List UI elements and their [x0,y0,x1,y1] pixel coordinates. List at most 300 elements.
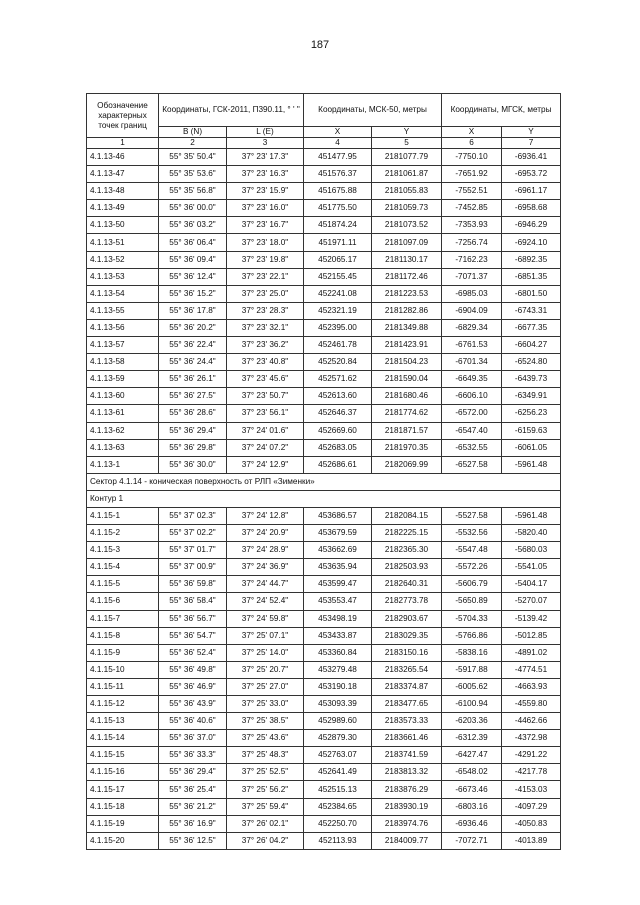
coordinate-cell: 37° 24' 28.9" [227,542,304,559]
table-row [87,166,561,183]
coordinate-cell: -6924.10 [502,234,561,251]
coordinate-cell: 453190.18 [304,678,372,695]
coordinate-cell: 2183974.76 [372,815,442,832]
coordinate-cell: 2181059.73 [372,200,442,217]
coordinate-cell: 452879.30 [304,730,372,747]
coordinate-cell: -6673.46 [442,781,502,798]
coordinate-cell: 37° 23' 32.1" [227,319,304,336]
coordinate-cell: 55° 37' 00.9" [159,559,227,576]
coordinate-cell: 37° 25' 07.1" [227,627,304,644]
coordinate-cell: 2181774.62 [372,405,442,422]
subheader-x-msk: X [304,127,372,138]
table-row [87,337,561,354]
coordinate-cell: -6527.58 [442,456,502,473]
coordinate-cell: -6439.73 [502,371,561,388]
coordinate-cell: -4217.78 [502,764,561,781]
point-id-cell: 4.1.15-14 [87,730,159,747]
coordinate-cell: 55° 36' 09.4" [159,251,227,268]
coordinate-cell: 2183265.54 [372,661,442,678]
column-number: 5 [372,138,442,149]
coordinate-cell: -4372.98 [502,730,561,747]
point-id-cell: 4.1.13-47 [87,166,159,183]
coordinate-cell: 2182225.15 [372,525,442,542]
coordinate-cell: 2181130.17 [372,251,442,268]
table-row [87,217,561,234]
coordinate-cell: -5650.89 [442,593,502,610]
coordinate-cell: 37° 26' 04.2" [227,832,304,849]
coordinate-cell: 37° 23' 15.9" [227,183,304,200]
coordinate-cell: 55° 36' 26.1" [159,371,227,388]
coordinate-cell: -6604.27 [502,337,561,354]
point-id-cell: 4.1.15-13 [87,713,159,730]
table-row [87,268,561,285]
coordinate-cell: -5547.48 [442,542,502,559]
coordinate-cell: 37° 25' 38.5" [227,713,304,730]
coordinate-cell: -6701.34 [442,354,502,371]
coordinate-cell: -6829.34 [442,319,502,336]
point-id-cell: 4.1.15-8 [87,627,159,644]
coordinate-cell: -6801.50 [502,285,561,302]
coordinate-cell: -6572.00 [442,405,502,422]
coordinate-cell: 37° 23' 28.3" [227,302,304,319]
coordinate-cell: 451874.24 [304,217,372,234]
coordinate-cell: 453093.39 [304,696,372,713]
coordinate-cell: 2181504.23 [372,354,442,371]
coordinate-cell: 2183930.19 [372,798,442,815]
point-id-cell: 4.1.15-1 [87,507,159,524]
coordinate-cell: 2181423.91 [372,337,442,354]
coordinate-cell: 2181073.52 [372,217,442,234]
column-number: 4 [304,138,372,149]
coordinate-cell: 37° 23' 36.2" [227,337,304,354]
point-id-cell: 4.1.13-63 [87,439,159,456]
coordinate-cell: 55° 36' 03.2" [159,217,227,234]
coordinate-cell: -5606.79 [442,576,502,593]
coordinate-cell: -6649.35 [442,371,502,388]
coordinate-cell: 55° 36' 56.7" [159,610,227,627]
coordinate-cell: -6761.53 [442,337,502,354]
table-row [87,610,561,627]
coordinate-cell: 55° 36' 52.4" [159,644,227,661]
point-id-cell: 4.1.15-17 [87,781,159,798]
coordinate-cell: 55° 36' 16.9" [159,815,227,832]
coordinate-cell: 452241.08 [304,285,372,302]
table-row [87,251,561,268]
coordinate-cell: 452763.07 [304,747,372,764]
coordinate-cell: -5917.88 [442,661,502,678]
coordinate-cell: 453553.47 [304,593,372,610]
coordinate-cell: -6005.62 [442,678,502,695]
point-id-cell: 4.1.15-2 [87,525,159,542]
coordinate-cell: 2183573.33 [372,713,442,730]
table-row [87,456,561,473]
coordinate-cell: 452571.62 [304,371,372,388]
coordinate-cell: 37° 24' 36.9" [227,559,304,576]
coordinate-cell: -6548.02 [442,764,502,781]
coordinate-cell: 453686.57 [304,507,372,524]
coordinate-cell: 55° 36' 30.0" [159,456,227,473]
table-row [87,422,561,439]
coordinate-cell: 2182084.15 [372,507,442,524]
coordinate-cell: 37° 23' 16.0" [227,200,304,217]
coordinate-cell: 452683.05 [304,439,372,456]
coordinate-cell: 55° 36' 29.8" [159,439,227,456]
coordinate-cell: -5541.05 [502,559,561,576]
coordinate-cell: 55° 35' 53.6" [159,166,227,183]
coordinate-cell: 2181172.46 [372,268,442,285]
point-id-cell: 4.1.15-19 [87,815,159,832]
page-number: 187 [310,39,330,51]
coordinate-cell: 55° 36' 00.0" [159,200,227,217]
coordinate-cell: -7071.37 [442,268,502,285]
coordinate-cell: 37° 24' 44.7" [227,576,304,593]
coordinate-cell: -4050.83 [502,815,561,832]
coordinate-cell: -6961.17 [502,183,561,200]
table-row [87,507,561,524]
table-row [87,542,561,559]
coordinate-cell: -6349.91 [502,388,561,405]
table-body-sector-13 [87,149,561,474]
coordinate-cell: 452384.65 [304,798,372,815]
coordinate-cell: 2181055.83 [372,183,442,200]
coordinate-cell: 2183150.16 [372,644,442,661]
subheader-y-mgsk: Y [502,127,561,138]
column-number: 2 [159,138,227,149]
point-id-cell: 4.1.15-20 [87,832,159,849]
coordinate-cell: -4462.66 [502,713,561,730]
table-row [87,764,561,781]
coordinate-cell: 2182069.99 [372,456,442,473]
coordinate-cell: 37° 25' 43.6" [227,730,304,747]
coordinate-cell: 452065.17 [304,251,372,268]
table-row [87,593,561,610]
coordinate-cell: 2181590.04 [372,371,442,388]
coordinate-cell: 452646.37 [304,405,372,422]
coordinate-cell: 451477.95 [304,149,372,166]
coordinate-cell: 37° 24' 12.9" [227,456,304,473]
coordinate-cell: -5961.48 [502,507,561,524]
coordinate-cell: -4013.89 [502,832,561,849]
table-body-sector-15 [87,507,561,849]
coordinate-cell: 2184009.77 [372,832,442,849]
coordinate-cell: 2183029.35 [372,627,442,644]
table-row [87,832,561,849]
point-id-cell: 4.1.13-52 [87,251,159,268]
point-id-cell: 4.1.13-57 [87,337,159,354]
coordinate-cell: 55° 36' 28.6" [159,405,227,422]
coordinate-cell: -7452.85 [442,200,502,217]
table-row [87,644,561,661]
coordinate-cell: 2182365.30 [372,542,442,559]
coordinate-cell: 37° 24' 01.6" [227,422,304,439]
point-id-cell: 4.1.13-1 [87,456,159,473]
coordinate-cell: 453498.19 [304,610,372,627]
table-row [87,798,561,815]
coordinate-cell: 55° 36' 33.3" [159,747,227,764]
coordinate-cell: 55° 36' 20.2" [159,319,227,336]
table-row [87,815,561,832]
coordinate-cell: 55° 36' 46.9" [159,678,227,695]
coordinate-cell: -6061.05 [502,439,561,456]
coordinate-cell: 2183477.65 [372,696,442,713]
point-id-cell: 4.1.13-55 [87,302,159,319]
coordinate-cell: 55° 36' 40.6" [159,713,227,730]
coordinate-cell: 37° 25' 52.5" [227,764,304,781]
column-number: 7 [502,138,561,149]
coordinate-cell: 2182903.67 [372,610,442,627]
coordinate-cell: -4291.22 [502,747,561,764]
coordinate-cell: 55° 35' 56.8" [159,183,227,200]
coordinate-cell: -6547.40 [442,422,502,439]
point-id-cell: 4.1.15-15 [87,747,159,764]
coordinate-cell: -6892.35 [502,251,561,268]
coordinate-cell: 2181097.09 [372,234,442,251]
table-row [87,439,561,456]
coordinate-cell: 453599.47 [304,576,372,593]
coordinate-cell: 2181223.53 [372,285,442,302]
coordinate-cell: 451675.88 [304,183,372,200]
point-id-cell: 4.1.13-54 [87,285,159,302]
coordinate-cell: -5838.16 [442,644,502,661]
coordinate-cell: 37° 23' 45.6" [227,371,304,388]
coordinate-cell: -5270.07 [502,593,561,610]
coordinate-cell: 55° 37' 02.2" [159,525,227,542]
table-row [87,183,561,200]
coordinate-cell: 37° 25' 27.0" [227,678,304,695]
subheader-l: L (E) [227,127,304,138]
coordinate-cell: 2181680.46 [372,388,442,405]
point-id-cell: 4.1.13-48 [87,183,159,200]
point-id-cell: 4.1.15-4 [87,559,159,576]
coordinate-cell: 452613.60 [304,388,372,405]
point-id-cell: 4.1.13-51 [87,234,159,251]
coordinate-cell: -6427.47 [442,747,502,764]
coordinate-cell: -7256.74 [442,234,502,251]
coordinate-cell: 2182773.78 [372,593,442,610]
coordinate-cell: 55° 36' 25.4" [159,781,227,798]
coordinate-cell: -5404.17 [502,576,561,593]
coordinate-cell: -6677.35 [502,319,561,336]
coordinate-cell: -5766.86 [442,627,502,644]
coordinate-cell: -6803.16 [442,798,502,815]
table-row [87,405,561,422]
coordinate-cell: 55° 36' 15.2" [159,285,227,302]
coordinate-cell: 37° 23' 19.8" [227,251,304,268]
coordinate-cell: 453679.59 [304,525,372,542]
coordinate-cell: 2182503.93 [372,559,442,576]
table-row [87,696,561,713]
point-id-cell: 4.1.15-12 [87,696,159,713]
point-id-cell: 4.1.15-6 [87,593,159,610]
coordinate-cell: 451775.50 [304,200,372,217]
coordinate-cell: 37° 23' 16.3" [227,166,304,183]
point-id-cell: 4.1.15-16 [87,764,159,781]
coordinate-cell: 451576.37 [304,166,372,183]
coordinate-cell: 2183876.29 [372,781,442,798]
table-row [87,559,561,576]
coordinate-cell: 37° 23' 50.7" [227,388,304,405]
table-row [87,234,561,251]
coordinate-cell: -5532.56 [442,525,502,542]
coordinate-cell: -4153.03 [502,781,561,798]
coordinate-cell: 37° 23' 17.3" [227,149,304,166]
coordinate-cell: 452989.60 [304,713,372,730]
section-label: Сектор 4.1.14 - коническая поверхность от РЛП «Зименки» [87,473,561,490]
point-id-cell: 4.1.13-59 [87,371,159,388]
coordinate-cell: 37° 24' 07.2" [227,439,304,456]
point-id-cell: 4.1.15-18 [87,798,159,815]
coordinate-cell: 55° 35' 50.4" [159,149,227,166]
point-id-cell: 4.1.15-7 [87,610,159,627]
column-number: 3 [227,138,304,149]
coordinate-cell: 452461.78 [304,337,372,354]
coordinate-cell: 55° 36' 49.8" [159,661,227,678]
coordinate-cell: 452641.49 [304,764,372,781]
table-row [87,525,561,542]
table-row [87,354,561,371]
coordinate-cell: -6958.68 [502,200,561,217]
coordinate-cell: -6953.72 [502,166,561,183]
coordinate-cell: 37° 26' 02.1" [227,815,304,832]
subheader-y-msk: Y [372,127,442,138]
point-id-cell: 4.1.13-56 [87,319,159,336]
column-number: 1 [87,138,159,149]
coordinate-cell: 453662.69 [304,542,372,559]
coordinate-cell: 2181061.87 [372,166,442,183]
table-row [87,781,561,798]
coordinate-cell: 37° 25' 20.7" [227,661,304,678]
point-id-cell: 4.1.15-5 [87,576,159,593]
coordinate-cell: 37° 23' 56.1" [227,405,304,422]
coordinate-cell: 55° 36' 21.2" [159,798,227,815]
coordinate-cell: 452515.13 [304,781,372,798]
point-id-cell: 4.1.13-46 [87,149,159,166]
coordinate-cell: -5961.48 [502,456,561,473]
coordinate-cell: -6606.10 [442,388,502,405]
coordinate-cell: -4663.93 [502,678,561,695]
coordinate-cell: -6532.55 [442,439,502,456]
point-id-cell: 4.1.13-62 [87,422,159,439]
coordinate-cell: 452669.60 [304,422,372,439]
coordinate-cell: 2182640.31 [372,576,442,593]
header-gsk: Координаты, ГСК-2011, П390.11, ° ' " [159,94,304,127]
point-id-cell: 4.1.15-9 [87,644,159,661]
coordinate-cell: 37° 24' 12.8" [227,507,304,524]
table-row [87,747,561,764]
coordinate-cell: 55° 36' 58.4" [159,593,227,610]
contour-label: Контур 1 [87,490,561,507]
table-row [87,302,561,319]
table-row [87,285,561,302]
coordinate-cell: -7353.93 [442,217,502,234]
coordinate-cell: -6851.35 [502,268,561,285]
coordinate-cell: 453635.94 [304,559,372,576]
coordinate-cell: -5527.58 [442,507,502,524]
coordinate-cell: 55° 37' 02.3" [159,507,227,524]
coordinate-cell: -4891.02 [502,644,561,661]
table-row [87,730,561,747]
coordinate-cell: 55° 36' 29.4" [159,764,227,781]
section-rows [87,473,561,507]
coordinate-cell: 37° 24' 52.4" [227,593,304,610]
coordinate-cell: -5820.40 [502,525,561,542]
coordinate-cell: 2183661.46 [372,730,442,747]
coordinate-cell: -6524.80 [502,354,561,371]
table-row [87,149,561,166]
coordinate-cell: 55° 36' 59.8" [159,576,227,593]
coordinate-cell: 37° 23' 22.1" [227,268,304,285]
point-id-cell: 4.1.13-58 [87,354,159,371]
coordinate-cell: 55° 36' 17.8" [159,302,227,319]
coordinate-cell: 37° 23' 16.7" [227,217,304,234]
coordinate-cell: 2183813.32 [372,764,442,781]
coordinate-cell: -4774.51 [502,661,561,678]
coordinate-cell: -6203.36 [442,713,502,730]
coordinate-cell: 37° 25' 33.0" [227,696,304,713]
coordinate-cell: 452686.61 [304,456,372,473]
coordinate-cell: -7162.23 [442,251,502,268]
coordinate-cell: 452321.19 [304,302,372,319]
coordinate-cell: 453279.48 [304,661,372,678]
coordinate-cell: 37° 23' 18.0" [227,234,304,251]
coordinate-cell: -7552.51 [442,183,502,200]
coordinate-cell: 452155.45 [304,268,372,285]
coordinate-cell: 55° 36' 27.5" [159,388,227,405]
coordinate-cell: -7651.92 [442,166,502,183]
header-msk: Координаты, МСК-50, метры [304,94,442,127]
coordinate-cell: -5572.26 [442,559,502,576]
coordinate-cell: -6159.63 [502,422,561,439]
coordinate-cell: 2183374.87 [372,678,442,695]
coordinate-cell: -5704.33 [442,610,502,627]
header-mgsk: Координаты, МГСК, метры [442,94,561,127]
coordinate-cell: -6904.09 [442,302,502,319]
column-number: 6 [442,138,502,149]
coordinate-cell: 452113.93 [304,832,372,849]
coordinate-cell: 55° 37' 01.7" [159,542,227,559]
point-id-cell: 4.1.13-49 [87,200,159,217]
coordinate-cell: -5012.85 [502,627,561,644]
coordinate-cell: 453360.84 [304,644,372,661]
coordinates-table [86,93,561,850]
coordinate-cell: 2181349.88 [372,319,442,336]
table-row [87,713,561,730]
coordinate-cell: 453433.87 [304,627,372,644]
point-id-cell: 4.1.15-10 [87,661,159,678]
coordinate-cell: 55° 36' 12.5" [159,832,227,849]
table-row [87,576,561,593]
table-row [87,678,561,695]
table-row [87,200,561,217]
coordinate-cell: 37° 24' 20.9" [227,525,304,542]
coordinate-cell: 2181871.57 [372,422,442,439]
coordinate-cell: 2181970.35 [372,439,442,456]
subheader-b: B (N) [159,127,227,138]
point-id-cell: 4.1.13-61 [87,405,159,422]
coordinate-cell: 55° 36' 24.4" [159,354,227,371]
coordinate-cell: 55° 36' 29.4" [159,422,227,439]
point-id-cell: 4.1.13-53 [87,268,159,285]
header-point-id: Обозначение характерных точек границ [87,94,159,138]
coordinate-cell: 55° 36' 06.4" [159,234,227,251]
coordinate-cell: 2183741.59 [372,747,442,764]
coordinate-cell: -6946.29 [502,217,561,234]
coordinate-cell: 55° 36' 12.4" [159,268,227,285]
coordinate-cell: 452250.70 [304,815,372,832]
coordinate-cell: 37° 23' 40.8" [227,354,304,371]
coordinate-cell: 55° 36' 22.4" [159,337,227,354]
point-id-cell: 4.1.13-50 [87,217,159,234]
